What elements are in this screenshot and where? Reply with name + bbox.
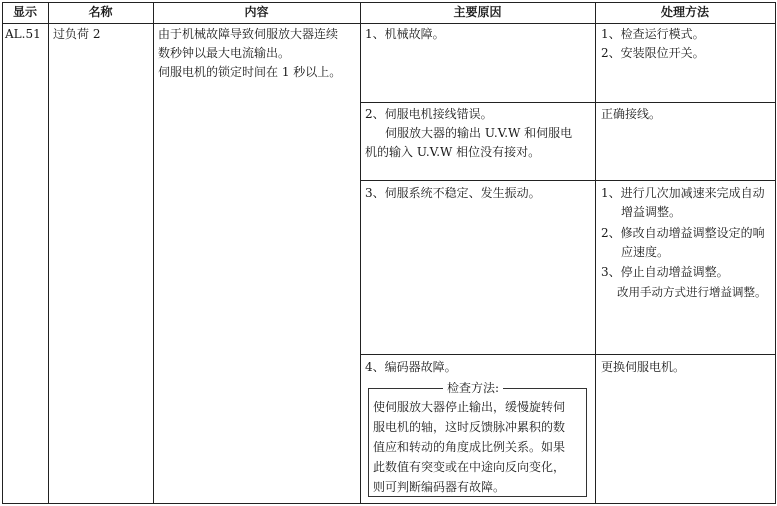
- check-method-line: 此数值有突变或在中途向反向变化，: [373, 460, 566, 474]
- col-divider: [48, 2, 49, 504]
- cause-line: 1、机械故障。: [365, 27, 445, 41]
- header-remedy: 处理方法: [660, 5, 709, 19]
- row-divider: [360, 102, 776, 103]
- remedy-line: 2、修改自动增益调整设定的响: [601, 226, 765, 240]
- remedy-line: 正确接线。: [601, 107, 662, 121]
- remedy-line: 1、进行几次加减速来完成自动: [601, 186, 765, 200]
- cause-line: 4、编码器故障。: [365, 360, 457, 374]
- header-cause: 主要原因: [453, 5, 502, 19]
- remedy-line: 应速度。: [621, 245, 670, 259]
- check-method-line: 服电机的轴，这时反馈脉冲累积的数: [373, 420, 566, 434]
- alarm-code: AL.51: [5, 27, 41, 41]
- alarm-table: [2, 2, 776, 506]
- header-divider: [2, 23, 776, 24]
- row-divider: [360, 180, 776, 181]
- cause-line: 2、伺服电机接线错误。: [365, 107, 493, 121]
- remedy-line: 增益调整。: [621, 205, 682, 219]
- header-name: 名称: [88, 5, 113, 19]
- remedy-line: 1、检查运行模式。: [601, 27, 705, 41]
- col-divider: [153, 2, 154, 504]
- content-line: 伺服电机的锁定时间在 1 秒以上。: [158, 65, 342, 79]
- col-divider: [360, 2, 361, 504]
- table-border-left: [2, 2, 3, 504]
- content-line: 由于机械故障导致伺服放大器连续: [158, 27, 339, 41]
- check-method-line: 值应和转动的角度成比例关系。如果: [373, 440, 566, 454]
- header-code: 显示: [12, 5, 37, 19]
- check-method-title: 检查方法:: [443, 381, 503, 395]
- remedy-line: 3、停止自动增益调整。: [601, 265, 729, 279]
- cause-line: 机的输入 U.V.W 相位没有接对。: [365, 145, 541, 159]
- col-divider: [595, 2, 596, 504]
- cause-line: 3、伺服系统不稳定、发生振动。: [365, 186, 541, 200]
- header-content: 内容: [244, 5, 269, 19]
- remedy-line: 改用手动方式进行增益调整。: [617, 285, 767, 299]
- check-method-line: 则可判断编码器有故障。: [373, 480, 506, 494]
- remedy-line: 更换伺服电机。: [601, 360, 686, 374]
- remedy-line: 2、安装限位开关。: [601, 46, 705, 60]
- check-method-line: 使伺服放大器停止输出，缓慢旋转伺: [373, 400, 566, 414]
- alarm-name: 过负荷 2: [53, 27, 101, 41]
- row-divider: [360, 354, 776, 355]
- table-border-right: [775, 2, 776, 504]
- table-border-bottom: [2, 503, 776, 504]
- cause-line: 伺服放大器的输出 U.V.W 和伺服电: [385, 126, 573, 140]
- content-line: 数秒钟以最大电流输出。: [158, 46, 291, 60]
